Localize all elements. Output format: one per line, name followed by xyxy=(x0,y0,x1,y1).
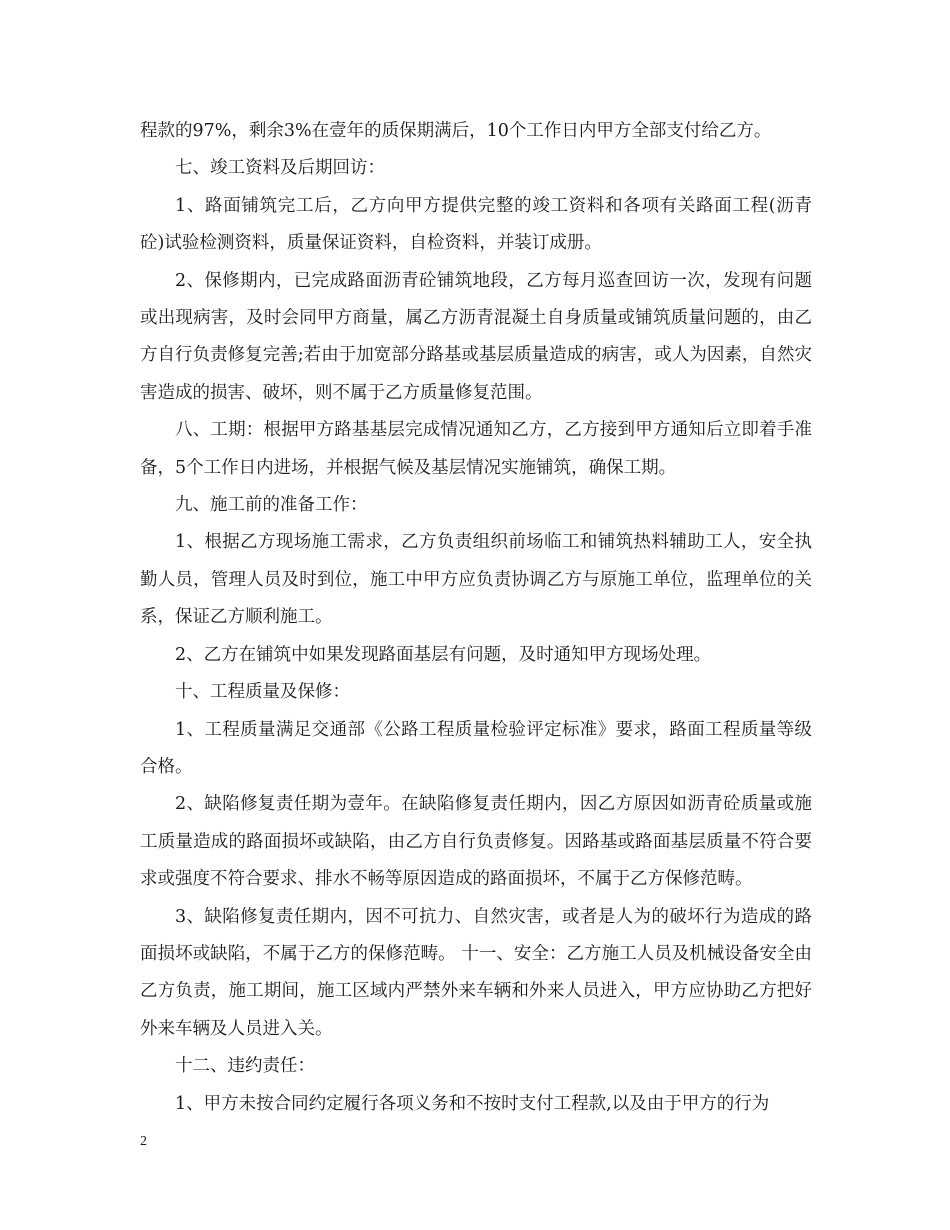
heading-preparation-work: 九、施工前的准备工作： xyxy=(175,495,368,516)
paragraph-payment-terms: 程款的97%，剩余3%在壹年的质保期满后，10个工作日内甲方全部支付给乙方。 xyxy=(140,121,772,141)
heading-quality-warranty: 十、工程质量及保修： xyxy=(175,682,350,703)
heading-liability: 十二、违约责任： xyxy=(175,1056,315,1077)
paragraph-completion-documents: 1、路面铺筑完工后，乙方向甲方提供完整的竣工资料和各项有关路面工程(沥青砼)试验检测资料，质量保证资料，自检资料，并装订成册。 xyxy=(140,195,812,254)
document-body xyxy=(140,113,812,1123)
paragraph-quality-standard: 1、工程质量满足交通部《公路工程质量检验评定标准》要求，路面工程质量等级合格。 xyxy=(140,719,812,777)
paragraph-base-issues: 2、乙方在铺筑中如果发现路面基层有问题，及时通知甲方现场处理。 xyxy=(175,644,712,665)
paragraph-defect-period: 2、缺陷修复责任期为壹年。在缺陷修复责任期内，因乙方原因如沥青砼质量或施工质量造成的路面损坏或缺陷，由乙方自行负责修复。因路基或路面基层质量不符合要求或强度不符合要求、排水不畅等原因造成的路面损坏，不属于乙方保修范畴。 xyxy=(140,794,812,890)
paragraph-construction-period: 八、工期：根据甲方路基基层完成情况通知乙方，乙方接到甲方通知后立即着手准备，5个工作日内进场，并根据气候及基层情况实施铺筑，确保工期。 xyxy=(140,420,812,478)
paragraph-party-a-default: 1、甲方未按合同约定履行各项义务和不按时支付工程款,以及由于甲方的行为 xyxy=(175,1093,770,1114)
heading-completion-documents: 七、竣工资料及后期回访： xyxy=(175,158,385,179)
paragraph-warranty-inspection: 2、保修期内，已完成路面沥青砼铺筑地段，乙方每月巡查回访一次，发现有问题或出现病害，及时会同甲方商量，属乙方沥青混凝土自身质量或铺筑质量问题的，由乙方自行负责修复完善;若由于加宽部分路基或基层质量造成的病害，或人为因素，自然灾害造成的损害、破坏，则不属于乙方质量修复范围。 xyxy=(140,270,812,403)
paragraph-force-majeure-safety: 3、缺陷修复责任期内，因不可抗力、自然灾害，或者是人为的破坏行为造成的路面损坏或缺陷，不属于乙方的保修范畴。 十一、安全：乙方施工人员及机械设备安全由乙方负责，施工期间，施工区域内严禁外来车辆和外来人员进入，甲方应协助乙方把好外来车辆及人员进入关。 xyxy=(140,906,812,1039)
paragraph-site-staffing: 1、根据乙方现场施工需求，乙方负责组织前场临工和铺筑热料辅助工人，安全执勤人员，管理人员及时到位，施工中甲方应负责协调乙方与原施工单位，监理单位的关系，保证乙方顺利施工。 xyxy=(140,532,812,628)
page-number: 2 xyxy=(140,1134,147,1149)
